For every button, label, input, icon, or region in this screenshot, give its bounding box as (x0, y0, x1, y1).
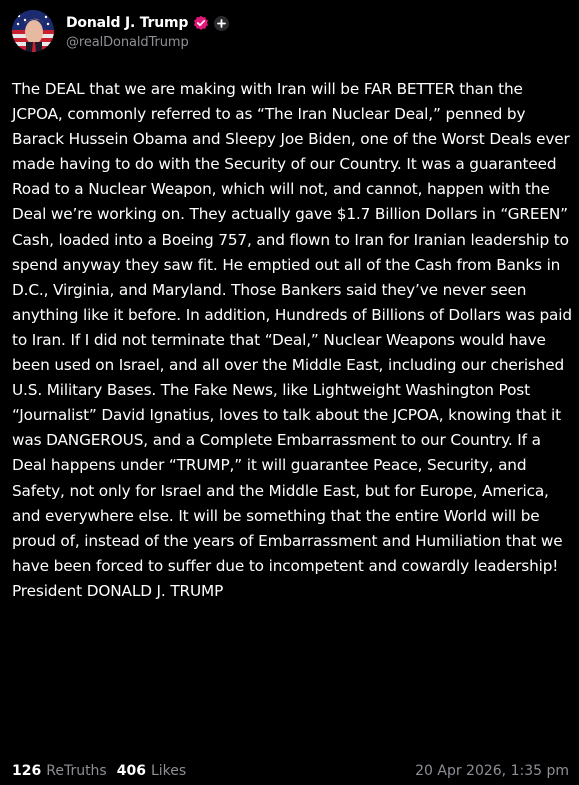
verified-badge-icon (193, 15, 209, 31)
plus-icon (214, 16, 229, 31)
post-footer (12, 760, 569, 782)
likes-count: 406 (116, 763, 146, 779)
author-handle[interactable]: @realDonaldTrump (66, 35, 189, 50)
author-identity (66, 12, 229, 50)
post-timestamp[interactable]: 20 Apr 2026, 1:35 pm (415, 763, 569, 779)
retruths-count: 126 (12, 763, 42, 779)
name-row (66, 12, 229, 34)
retruths-label: ReTruths (46, 763, 107, 779)
likes-stat[interactable] (117, 763, 186, 779)
likes-label: Likes (150, 763, 187, 779)
avatar-image (12, 10, 54, 52)
avatar[interactable] (12, 10, 54, 52)
display-name[interactable]: Donald J. Trump (66, 15, 189, 31)
post-header (12, 8, 229, 54)
post-text: The DEAL that we are making with Iran will be FAR BETTER than the JCPOA, commonly referred to as “The Iran Nuclear Deal,” penned by Barack Hussein Obama and Sleepy Joe Biden, one of the Worst Deals ever made having to do with the Security of our Country. It was a guaranteed Road to a Nuclear Weapon, which will not, and cannot, happen with the Deal we’re working on. They actually gave $1.7 Billion Dollars in “GREEN” Cash, loaded into a Boeing 757, and flown to Iran for Iranian leadership to spend anyway they saw fit. He emptied out all of the Cash from Banks in D.C., Virginia, and Maryland. Those Bankers said they’ve never seen anything like it before. In addition, Hundreds of Billions of Dollars was paid to Iran. If I did not terminate that “Deal,” Nuclear Weapons would have been used on Israel, and all over the Middle East, including our cherished U.S. Military Bases. The Fake News, like Lightweight Washington Post “Journalist” David Ignatius, loves to talk about the JCPOA, knowing that it was DANGEROUS, and a Complete Embarrassment to our Country. If a Deal happens under “TRUMP,” it will guarantee Peace, Security, and Safety, not only for Israel and the Middle East, but for Europe, America, and everywhere else. It will be something that the entire World will be proud of, instead of the years of Embarrassment and Humiliation that we have been forced to suffer due to incompetent and cowardly leadership! President DONALD J. TRUMP (12, 80, 572, 600)
retruths-stat[interactable] (12, 763, 107, 779)
